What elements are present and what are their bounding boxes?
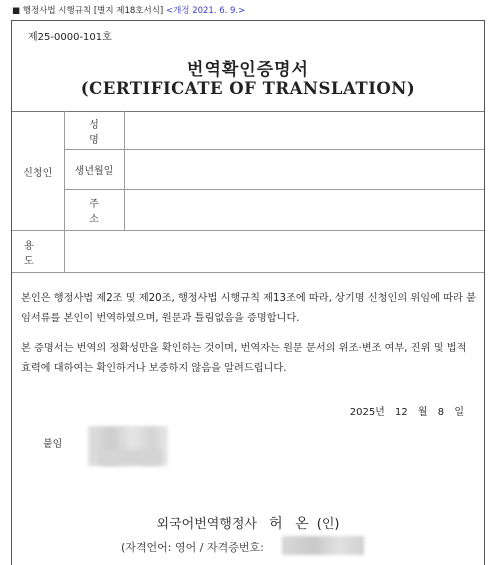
redacted-license-number	[282, 536, 364, 555]
address-label: 주 소	[64, 190, 124, 231]
use-field[interactable]	[64, 231, 484, 273]
birth-date-label: 생년월일	[64, 150, 124, 190]
applicant-table	[12, 111, 484, 273]
title-english: (CERTIFICATE OF TRANSLATION)	[80, 79, 416, 98]
attachment-label: 붙임	[43, 439, 63, 450]
certificate-body	[21, 289, 479, 389]
issue-date	[12, 403, 464, 418]
signer-title: 외국어번역행정사	[156, 517, 257, 532]
date-month: 12 월	[395, 407, 428, 418]
name-label: 성 명	[64, 112, 124, 150]
title-korean: 번역확인증명서	[187, 60, 309, 80]
disclaimer-paragraph: 본 증명서는 번역의 정확성만을 확인하는 것이며, 번역자는 원문 문서의 위조·변조 여부, 진위 및 법적 효력에 대하여는 확인하거나 보증하지 않음을 알려드립니다.	[21, 343, 467, 374]
statement-paragraph: 본인은 행정사법 제2조 및 제20조, 행정사법 시행규칙 제13조에 따라, 상기명 신청인의 위임에 따라 붙임서류를 본인이 번역하였으며, 원문과 틀림없음을 증명합니다.	[21, 293, 476, 324]
revision-note: <개정 2021. 6. 9.>	[165, 6, 246, 16]
name-field[interactable]	[124, 112, 484, 150]
applicant-label: 신청인	[12, 112, 64, 231]
certificate-number: 제25-0000-101호	[28, 32, 112, 43]
date-year: 2025년	[349, 407, 385, 418]
signer-name: 허 온	[269, 516, 313, 532]
use-label: 용 도	[12, 231, 64, 273]
date-day: 8 일	[437, 407, 464, 418]
address-field[interactable]	[124, 190, 484, 231]
birth-date-field[interactable]	[124, 150, 484, 190]
certificate-frame	[11, 20, 485, 565]
form-note-text: ■ 행정사법 시행규칙 [별지 제18호서식]	[12, 6, 164, 16]
form-reference-note	[12, 4, 245, 16]
signer-line	[12, 513, 484, 533]
redacted-attachment-detail	[102, 449, 162, 465]
license-info: (자격언어: 영어 / 자격증번호:	[121, 541, 264, 554]
seal-mark: (인)	[316, 517, 340, 532]
